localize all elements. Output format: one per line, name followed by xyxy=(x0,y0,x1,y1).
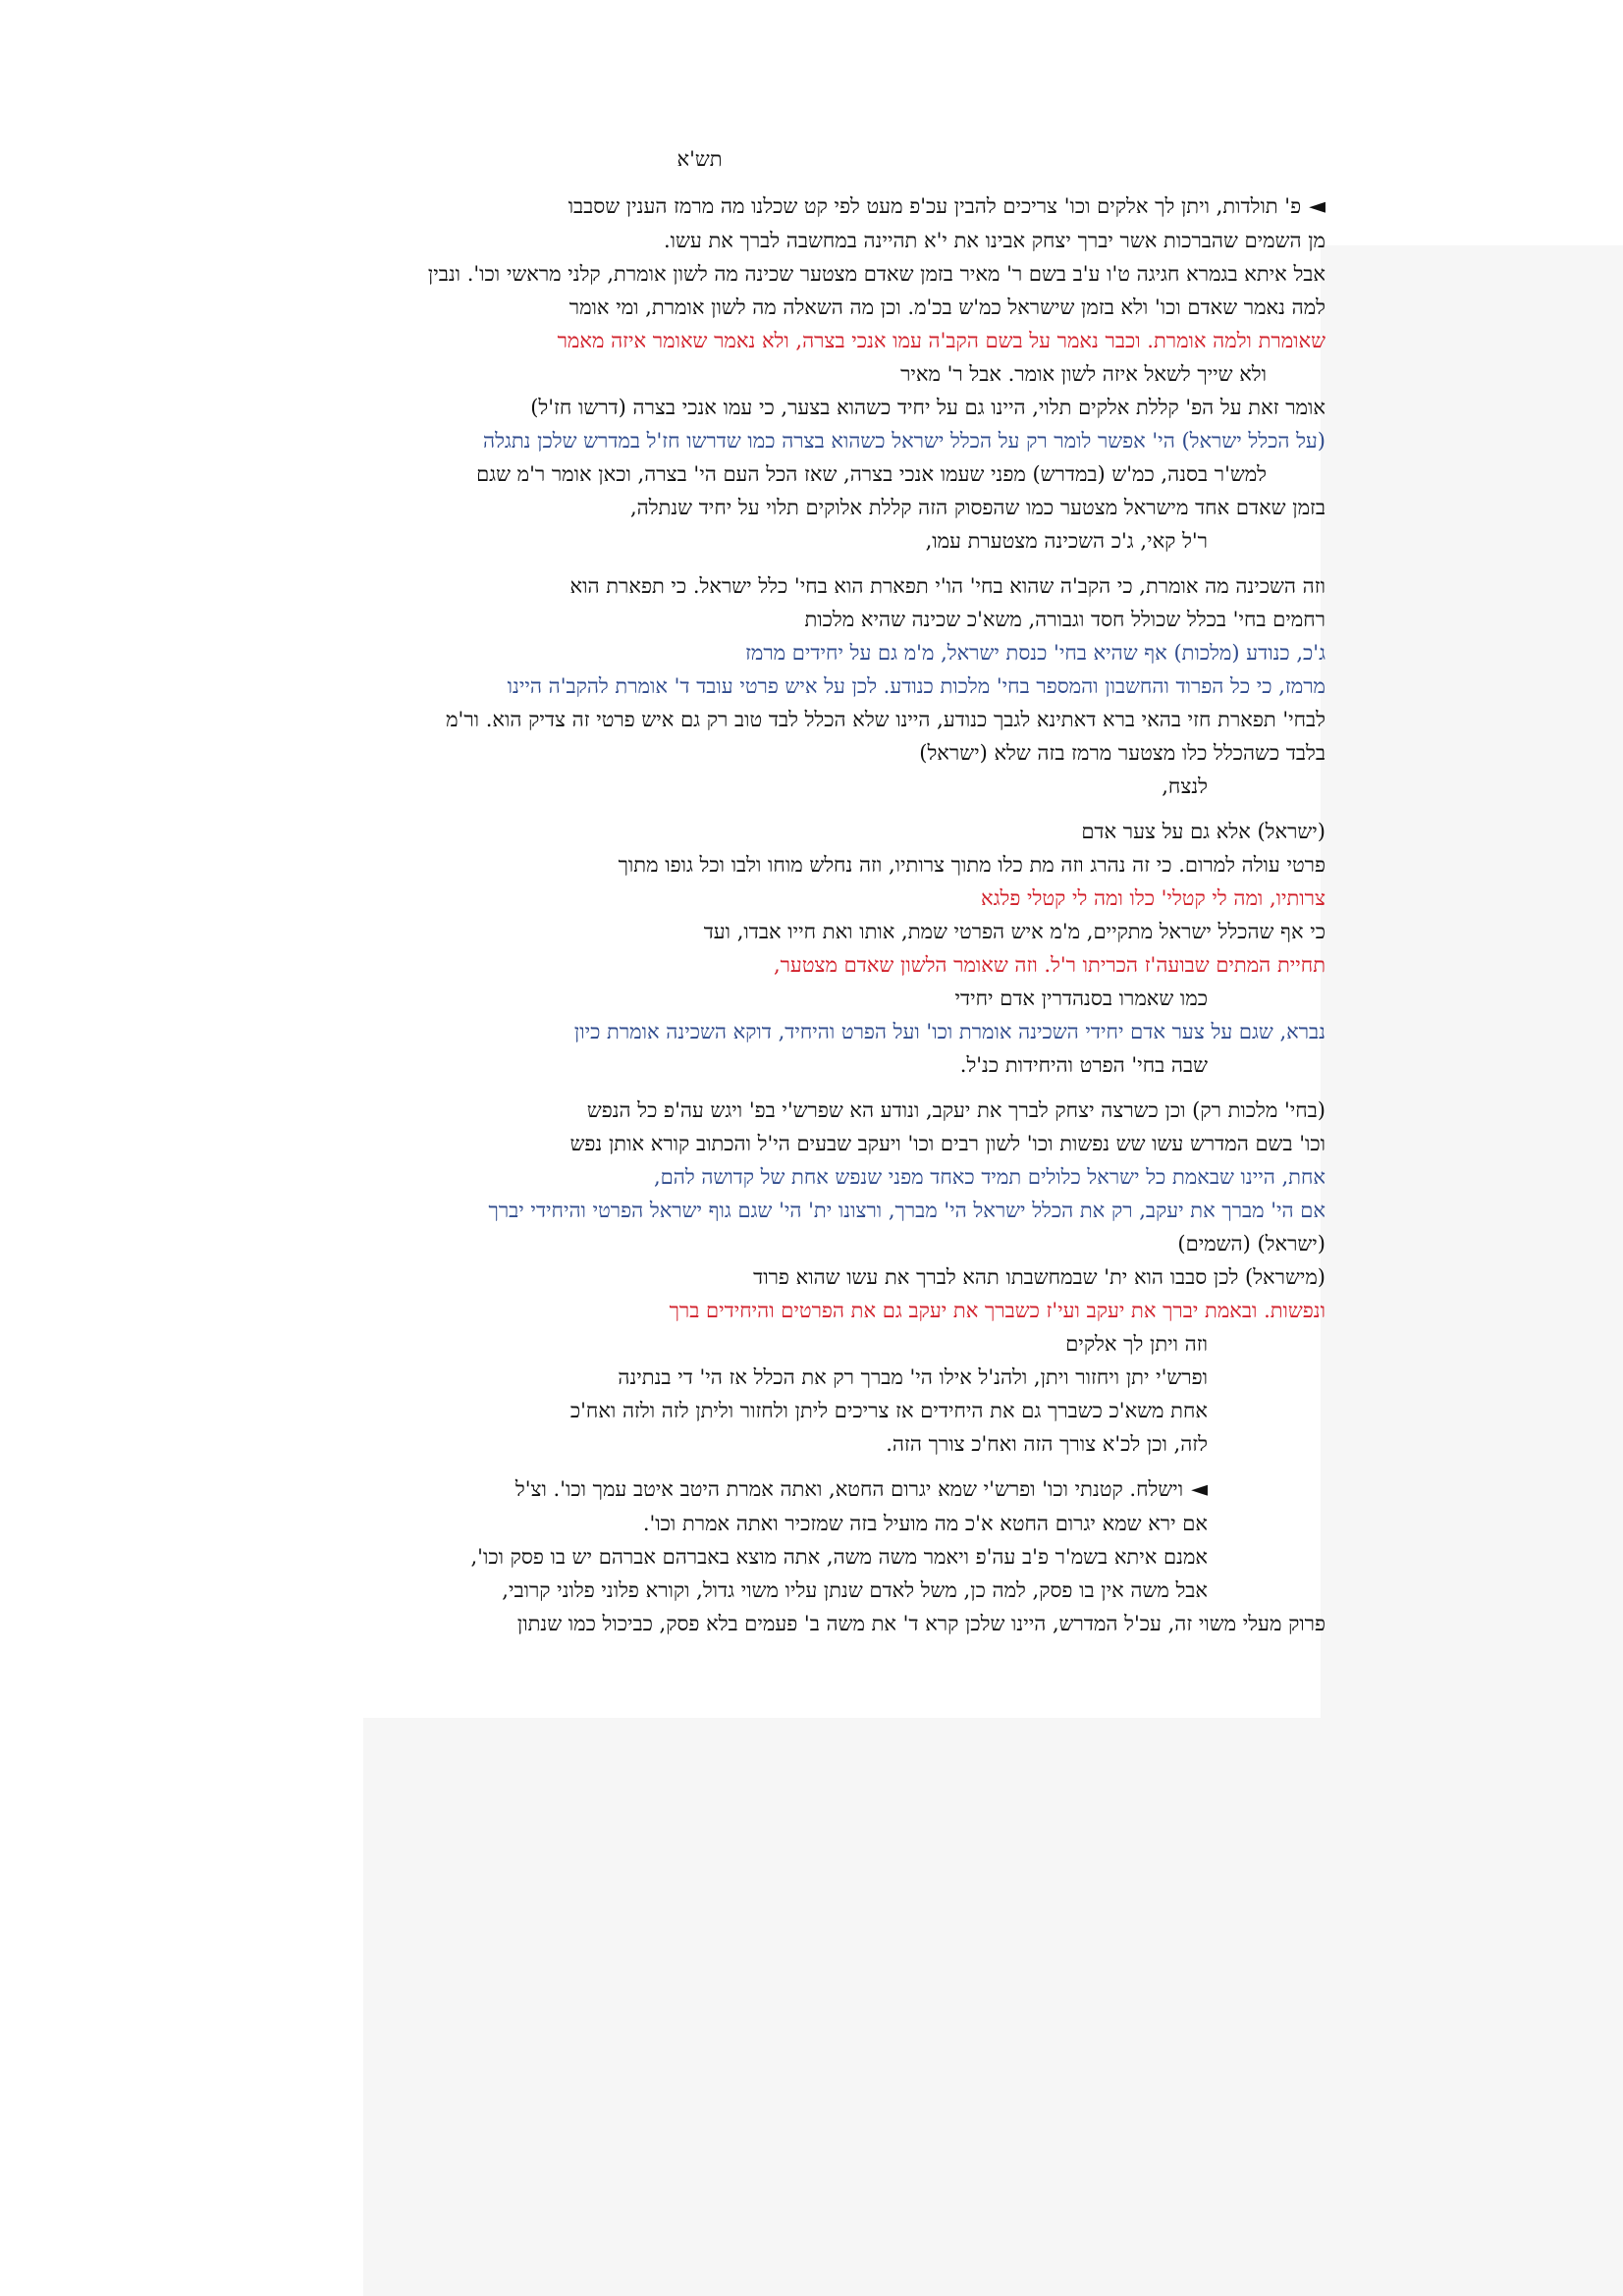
text-line: אם הי' מברך את יעקב, רק את הכלל ישראל הי' מברך, ורצונו ית' הי' שגם גוף ישראל הפרטי והיחידי יברך xyxy=(488,1199,1325,1222)
text-line: לבחי' תפארת חזי בהאי ברא דאתינא לגבך כנודע, היינו שלא הכלל לבד טוב רק גם איש פרטי זה צדיק הוא. ור'מ xyxy=(446,708,1325,731)
page-shading-bottom xyxy=(363,1718,1623,2296)
text-line: (על הכלל ישראל) הי' אפשר לומר רק על הכלל ישראל כשהוא בצרה כמו שדרשו חז'ל במדרש שלכן נתגלה xyxy=(483,429,1325,453)
text-line: אמנם איתא בשמ'ר פ'ב עה'פ ויאמר משה משה, אתה מוצא באברהם אברהם יש בו פסק וכו', xyxy=(470,1545,1208,1569)
text-line: שבה בחי' הפרט והיחידות כנ'ל. xyxy=(959,1053,1208,1077)
page-shading-right xyxy=(1321,245,1623,1718)
text-line: פרטי עולה למרום. כי זה נהרג וזה מת כלו מתוך צרותיו, וזה נחלש מוחו ולבו וכל גופו מתוך xyxy=(618,853,1325,877)
manuscript-body xyxy=(349,189,1325,1640)
manuscript-page xyxy=(349,142,1325,1652)
text-line: ונפשות. ובאמת יברך את יעקב ועי'ז כשברך את יעקב גם את הפרטים והיחידים ברך xyxy=(669,1299,1325,1322)
text-line: ולא שייך לשאל איזה לשון אומר. אבל ר' מאיר xyxy=(900,362,1267,386)
line-text: פ' תולדות, ויתן לך אלקים וכו' צריכים להבין עכ'פ מעט לפי קט שכלנו מה מרמז הענין שסבבו xyxy=(568,194,1302,218)
text-line: אם ירא שמא יגרום החטא א'כ מה מועיל בזה שמזכיר ואתה אמרת וכו'. xyxy=(642,1512,1208,1535)
page-title: תש'א xyxy=(676,147,723,171)
text-line: רחמים בחי' בכלל שכולל חסד וגבורה, משא'כ שכינה שהיא מלכות xyxy=(804,608,1325,631)
paragraph-prati xyxy=(349,815,1325,1082)
text-line: (מישראל) לכן סבבו הוא ית' שבמחשבתו תהא לברך את עשו שהוא פרוד xyxy=(753,1265,1325,1289)
text-line: בלבד כשהכלל כלו מצטער מרמז בזה שלא (ישראל) xyxy=(919,741,1325,765)
text-line: (בחי' מלכות רק) וכן כשרצה יצחק לברך את יעקב, ונודע הא שפרש'י בפ' ויגש עה'פ כל הנפש xyxy=(586,1098,1325,1122)
text-line xyxy=(349,1472,1208,1507)
text-line: אחת משא'כ כשברך גם את היחידים אז צריכים ליתן ולחזור וליתן לזה ולזה ואח'כ xyxy=(569,1399,1208,1422)
text-line: ר'ל קאי, ג'כ השכינה מצטערת עמו, xyxy=(925,529,1208,553)
text-line: (ישראל) אלא גם על צער אדם xyxy=(1081,820,1325,843)
text-line: למה נאמר שאדם וכו' ולא בזמן שישראל כמ'ש בכ'מ. וכן מה השאלה מה לשון אומרת, ומי אומר xyxy=(568,295,1325,319)
text-line: לנצח, xyxy=(1162,774,1208,798)
text-line: בזמן שאדם אחד מישראל מצטער כמו שהפסוק הזה קללת אלוקים תלוי על יחיד שנתלה, xyxy=(629,496,1325,519)
text-line: וזה השכינה מה אומרת, כי הקב'ה שהוא בחי' הו'י תפארת הוא בחי' כלל ישראל. כי תפארת הוא xyxy=(569,574,1325,598)
paragraph-toldot xyxy=(349,189,1325,558)
text-line: (ישראל) (השמים) xyxy=(1177,1232,1325,1255)
text-line: כי אף שהכלל ישראל מתקיים, מ'מ איש הפרטי שמת, אותו ואת חייו אבדו, ועד xyxy=(703,920,1325,943)
paragraph-yaakov xyxy=(349,1094,1325,1461)
text-line: וזה ויתן לך אלקים xyxy=(1065,1332,1208,1356)
text-line: כמו שאמרו בסנהדרין אדם יחידי xyxy=(954,987,1208,1010)
text-line: מרמז, כי כל הפרוד והחשבון והמספר בחי' מלכות כנודע. לכן על איש פרטי עובד ד' אומרת להקב'ה היינו xyxy=(507,674,1325,698)
text-line: וכו' בשם המדרש עשו שש נפשות וכו' לשון רבים וכו' ויעקב שבעים הי'ל והכתוב קורא אותן נפש xyxy=(569,1132,1325,1155)
text-line: אבל איתא בגמרא חגיגה ט'ו ע'ב בשם ר' מאיר בזמן שאדם מצטער שכינה מה לשון אומרת, קלני מראשי וכו'. ונבין xyxy=(427,262,1325,286)
text-line: אבל משה אין בו פסק, למה כן, משל לאדם שנתן עליו משוי גדול, וקורא פלוני פלוני קרובי, xyxy=(502,1578,1208,1602)
bullet-icon: ◄ xyxy=(1191,1477,1208,1502)
text-line: למש'ר בסנה, כמ'ש (במדרש) מפני שעמו אנכי בצרה, שאז הכל העם הי' בצרה, וכאן אומר ר'מ שגם xyxy=(476,462,1267,486)
line-text: וישלח. קטנתי וכו' ופרש'י שמא יגרום החטא, ואתה אמרת היטב איטב עמך וכו'. וצ'ל xyxy=(514,1477,1184,1501)
text-line: ופרש'י יתן ויחזור ויתן, ולהנ'ל אילו הי' מברך רק את הכלל אז הי' די בנתינה xyxy=(618,1365,1208,1389)
text-line: נברא, שגם על צער אדם יחידי השכינה אומרת וכו' ועל הפרט והיחיד, דוקא השכינה אומרת כיון xyxy=(573,1020,1325,1043)
paragraph-shechina xyxy=(349,569,1325,803)
text-line xyxy=(349,189,1325,224)
paragraph-vayishlach xyxy=(349,1472,1325,1640)
text-line: ג'כ, כנודע (מלכות) אף שהיא בחי' כנסת ישראל, מ'מ גם על יחידים מרמז xyxy=(745,641,1325,665)
text-line: אומר זאת על הפ' קללת אלקים תלוי, היינו גם על יחיד כשהוא בצער, כי עמו אנכי בצרה (דרשו חז'ל) xyxy=(530,396,1325,419)
text-line: לזה, וכן לכ'א צורך הזה ואח'כ צורך הזה. xyxy=(886,1432,1208,1456)
text-line: תחיית המתים שבועה'ז הכריתו ר'ל. וזה שאומר הלשון שאדם מצטער, xyxy=(773,953,1325,977)
bullet-icon: ◄ xyxy=(1309,194,1325,219)
text-line: שאומרת ולמה אומרת. וכבר נאמר על בשם הקב'ה עמו אנכי בצרה, ולא נאמר שאומר איזה מאמר xyxy=(557,329,1325,352)
text-line: צרותיו, ומה לי קטלי' כלו ומה לי קטלי פלגא xyxy=(980,886,1325,910)
text-line: פרוק מעלי משוי זה, עכ'ל המדרש, היינו שלכן קרא ד' את משה ב' פעמים בלא פסק, כביכול כמו שנתון xyxy=(516,1612,1325,1635)
text-line: מן השמים שהברכות אשר יברך יצחק אבינו את י'א תהיינה במחשבה לברך את עשו. xyxy=(663,229,1325,252)
text-line: אחת, היינו שבאמת כל ישראל כלולים תמיד כאחד מפני שנפש אחת של קדושה להם, xyxy=(653,1165,1325,1189)
